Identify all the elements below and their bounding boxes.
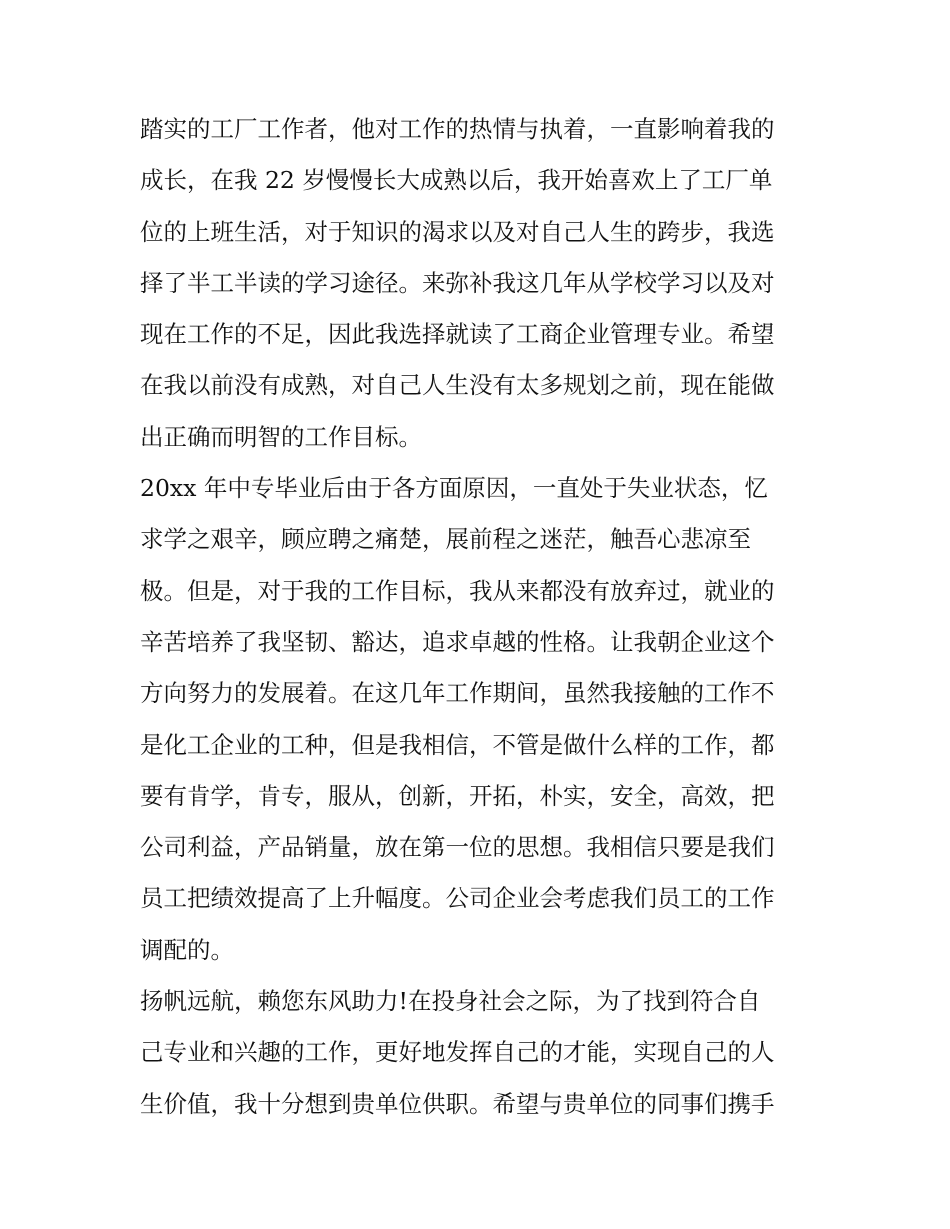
text-line: 是化工企业的工种，但是我相信，不管是做什么样的工作，都 <box>140 730 775 759</box>
text-line: 员工把绩效提高了上升幅度。公司企业会考虑我们员工的工作 <box>140 884 775 913</box>
text-line: 要有肯学，肯专，服从，创新，开拓，朴实，安全，高效，把 <box>140 781 775 810</box>
text-line: 调配的。 <box>140 935 234 964</box>
text-line: 现在工作的不足，因此我选择就读了工商企业管理专业。希望 <box>140 320 775 349</box>
text-line: 择了半工半读的学习途径。来弥补我这几年从学校学习以及对 <box>140 268 775 297</box>
text-line: 在我以前没有成熟，对自己人生没有太多规划之前，现在能做 <box>140 371 775 400</box>
text-line: 求学之艰辛，顾应聘之痛楚，展前程之迷茫，触吾心悲凉至 <box>140 525 751 554</box>
text-line: 扬帆远航，赖您东风助力!在投身社会之际，为了找到符合自 <box>140 987 761 1016</box>
text-line: 成长，在我 22 岁慢慢长大成熟以后，我开始喜欢上了工厂单 <box>140 166 773 195</box>
text-line: 生价值，我十分想到贵单位供职。希望与贵单位的同事们携手 <box>140 1089 775 1118</box>
text-line: 方向努力的发展着。在这几年工作期间，虽然我接触的工作不 <box>140 679 775 708</box>
document-body <box>140 104 815 1130</box>
text-line: 踏实的工厂工作者，他对工作的热情与执着，一直影响着我的 <box>140 115 775 143</box>
text-line: 极。但是，对于我的工作目标，我从来都没有放弃过，就业的 <box>140 576 775 605</box>
text-line: 20xx 年中专毕业后由于各方面原因，一直处于失业状态，忆 <box>140 474 768 503</box>
text-line: 公司利益，产品销量，放在第一位的思想。我相信只要是我们 <box>140 833 775 862</box>
text-line: 辛苦培养了我坚韧、豁达，追求卓越的性格。让我朝企业这个 <box>140 627 775 656</box>
text-line: 位的上班生活，对于知识的渴求以及对自己人生的跨步，我选 <box>140 217 775 246</box>
text-line: 出正确而明智的工作目标。 <box>140 422 422 451</box>
text-line: 己专业和兴趣的工作，更好地发挥自己的才能，实现自己的人 <box>140 1038 775 1067</box>
